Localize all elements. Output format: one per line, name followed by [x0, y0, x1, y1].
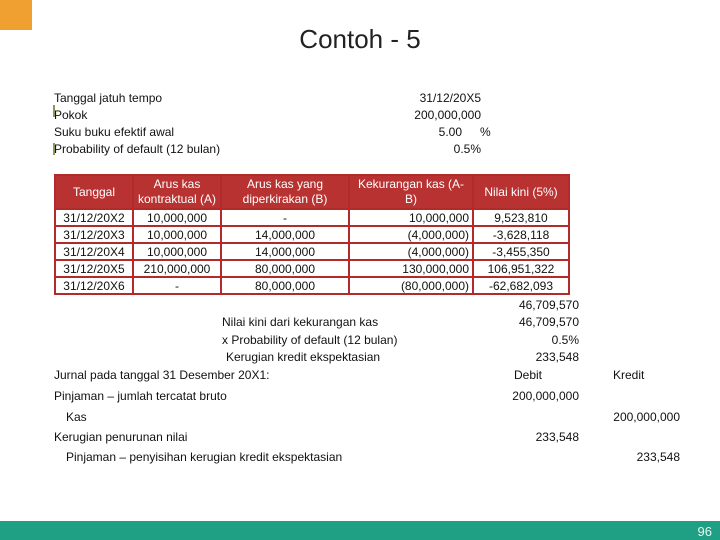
total-value: 46,709,570: [518, 298, 579, 312]
table-cell: -: [133, 277, 221, 294]
table-cell: (4,000,000): [349, 226, 473, 243]
info-unit: %: [480, 125, 491, 139]
calc-value: 0.5%: [551, 333, 579, 347]
table-cell: (80,000,000): [349, 277, 473, 294]
table-cell: -3,628,118: [473, 226, 569, 243]
table-cell: 14,000,000: [221, 243, 349, 260]
table-row: [55, 209, 569, 226]
table-cell: 10,000,000: [349, 209, 473, 226]
info-label: Probability of default (12 bulan): [54, 142, 221, 156]
calc-label: Nilai kini dari kekurangan kas: [222, 315, 379, 329]
debit-header: Debit: [514, 368, 543, 382]
table-cell: (4,000,000): [349, 243, 473, 260]
table-cell: 31/12/20X2: [55, 209, 133, 226]
table-row: [55, 243, 569, 260]
table-cell: 31/12/20X4: [55, 243, 133, 260]
info-value: 31/12/20X5: [419, 91, 481, 105]
info-label: Pokok: [54, 108, 88, 122]
table-cell: 106,951,322: [473, 260, 569, 277]
cashflow-table: [54, 174, 570, 295]
info-label: Tanggal jatuh tempo: [54, 91, 163, 105]
table-cell: 31/12/20X6: [55, 277, 133, 294]
table-cell: -: [221, 209, 349, 226]
info-value: 200,000,000: [414, 108, 481, 122]
journal-account: Kas: [66, 410, 87, 424]
calc-value: 46,709,570: [518, 315, 579, 329]
journal-account: Pinjaman – penyisihan kerugian kredit ekspektasian: [66, 450, 343, 464]
table-cell: 14,000,000: [221, 226, 349, 243]
col-header: Tanggal: [55, 175, 133, 209]
table-cell: 10,000,000: [133, 226, 221, 243]
table-cell: 9,523,810: [473, 209, 569, 226]
table-cell: 80,000,000: [221, 277, 349, 294]
table-row: [55, 260, 569, 277]
journal-debit: 233,548: [535, 430, 579, 444]
calc-label: Kerugian kredit ekspektasian: [226, 350, 381, 364]
journal-debit: 200,000,000: [512, 389, 579, 403]
table-row: [55, 277, 569, 294]
table-cell: 130,000,000: [349, 260, 473, 277]
page-number: 96: [697, 524, 712, 539]
col-header: Arus kas yang diperkirakan (B): [221, 175, 349, 209]
table-row: [55, 226, 569, 243]
calc-label: x Probability of default (12 bulan): [222, 333, 398, 347]
slide-title: Contoh - 5: [299, 24, 421, 54]
journal-kredit: 200,000,000: [613, 410, 680, 424]
table-cell: -62,682,093: [473, 277, 569, 294]
info-value: 0.5%: [453, 142, 481, 156]
table-cell: 80,000,000: [221, 260, 349, 277]
table-cell: -3,455,350: [473, 243, 569, 260]
col-header: Arus kas kontraktual (A): [133, 175, 221, 209]
info-label: Suku buku efektif awal: [54, 125, 175, 139]
calc-value: 233,548: [535, 350, 579, 364]
journal-title: Jurnal pada tanggal 31 Desember 20X1:: [54, 368, 270, 382]
journal-kredit: 233,548: [636, 450, 680, 464]
col-header: Nilai kini (5%): [473, 175, 569, 209]
info-value: 5.00: [438, 125, 462, 139]
col-header: Kekurangan kas (A-B): [349, 175, 473, 209]
journal-account: Kerugian penurunan nilai: [54, 430, 188, 444]
footer-bar: [0, 521, 720, 540]
table-cell: 10,000,000: [133, 243, 221, 260]
table-cell: 31/12/20X3: [55, 226, 133, 243]
table-cell: 31/12/20X5: [55, 260, 133, 277]
kredit-header: Kredit: [613, 368, 645, 382]
table-header-row: [55, 175, 569, 209]
journal-account: Pinjaman – jumlah tercatat bruto: [54, 389, 227, 403]
table-cell: 10,000,000: [133, 209, 221, 226]
table-cell: 210,000,000: [133, 260, 221, 277]
